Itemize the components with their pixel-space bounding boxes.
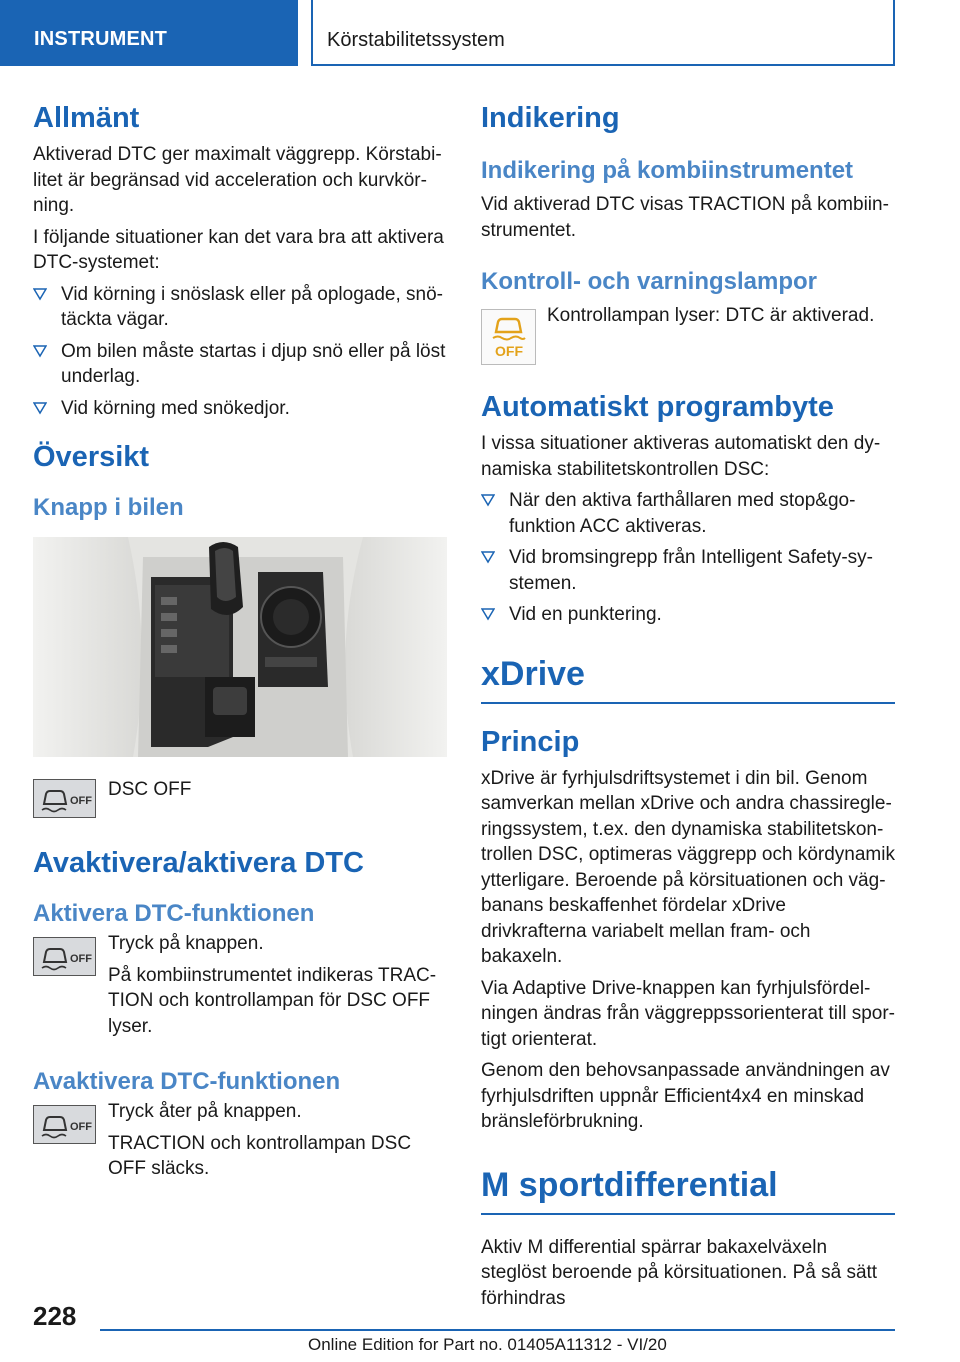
left-column xyxy=(33,100,447,1182)
subheading-knapp: Knapp i bilen xyxy=(33,494,184,521)
section-label: INSTRUMENT xyxy=(34,28,168,50)
divider xyxy=(481,1213,895,1215)
paragraph: I följande situationer kan det vara bra att aktivera DTC-systemet: xyxy=(33,226,444,273)
dsc-off-label: DSC OFF xyxy=(108,779,192,800)
subheading-aktivera: Aktivera DTC-funktionen xyxy=(33,900,315,927)
heading-m-sport: M sportdifferential xyxy=(481,1165,778,1204)
triangle-bullet-icon xyxy=(481,493,495,507)
list-item: När den aktiva farthållaren med stop&go-funktion ACC aktiveras. xyxy=(481,488,895,539)
triangle-bullet-icon xyxy=(481,607,495,621)
center-console-illustration xyxy=(33,537,447,757)
footer-divider xyxy=(100,1329,895,1331)
triangle-bullet-icon xyxy=(33,287,47,301)
dsc-off-icon xyxy=(33,1105,96,1144)
svg-text:OFF: OFF xyxy=(70,953,92,965)
bullet-list xyxy=(481,488,895,628)
triangle-bullet-icon xyxy=(33,344,47,358)
heading-oversikt: Översikt xyxy=(33,441,150,473)
deactivate-row xyxy=(33,1099,447,1182)
paragraph: Aktiverad DTC ger maximalt väggrepp. Körstabi-litet är begränsad vid acceleration och kurvkör-ning. xyxy=(33,144,442,216)
right-column xyxy=(481,100,895,1311)
section-tab xyxy=(0,0,298,66)
subheading-kontrollampor: Kontroll- och varningslampor xyxy=(481,268,818,295)
subheading-avaktivera: Avaktivera DTC-funktionen xyxy=(33,1068,341,1095)
heading-indikering: Indikering xyxy=(481,102,620,134)
dsc-off-row xyxy=(33,775,447,821)
paragraph: xDrive är fyrhjulsdriftsystemet i din bil. Genom samverkan mellan xDrive och andra chassiregle-ringssystem, t.ex. den dynamiska stabilitetskon-trollen DSC, optimeras väggrepp och kördynamik ytterligare. Beroende på körsituationen och väg-banans beskaffenhet fördelar xDrive drivkrafterna variabelt mellan fram- och bakaxeln. xyxy=(481,767,895,967)
console-photo xyxy=(33,537,447,757)
chapter-label: Körstabilitetssystem xyxy=(327,29,505,51)
paragraph: Aktiv M differential spärrar bakaxelväxeln steglöst beroende på körsituationen. På så sätt förhindras xyxy=(481,1236,878,1309)
list-item: Vid körning med snökedjor. xyxy=(33,396,447,422)
traction-row xyxy=(481,303,895,369)
paragraph: Via Adaptive Drive-knappen kan fyrhjulsfördel-ningen ändras från väggreppssorienterat till spor-tigt orienterat. xyxy=(481,977,896,1050)
divider xyxy=(481,702,895,704)
page-number: 228 xyxy=(33,1301,77,1331)
page-header xyxy=(0,0,960,66)
svg-text:OFF: OFF xyxy=(70,795,92,807)
heading-automatiskt: Automatiskt programbyte xyxy=(481,391,834,423)
heading-xdrive: xDrive xyxy=(481,654,585,693)
paragraph: Kontrollampan lyser: DTC är aktiverad. xyxy=(547,305,875,326)
list-item: Vid körning i snöslask eller på oplogade, snö-täckta vägar. xyxy=(33,282,447,333)
paragraph: Tryck på knappen. xyxy=(108,933,264,954)
paragraph: Tryck åter på knappen. xyxy=(108,1101,302,1122)
triangle-bullet-icon xyxy=(481,550,495,564)
footer-edition: Online Edition for Part no. 01405A11312 - VI/20 xyxy=(308,1335,667,1354)
paragraph: Genom den behovsanpassade användningen av fyrhjulsdriften uppnår Efficient4x4 en minskad bränsleförbrukning. xyxy=(481,1060,890,1132)
svg-text:OFF: OFF xyxy=(495,343,523,359)
bullet-list xyxy=(33,282,447,422)
triangle-bullet-icon xyxy=(33,401,47,415)
activate-row xyxy=(33,931,447,1039)
dsc-off-icon xyxy=(33,779,96,818)
paragraph: På kombiinstrumentet indikeras TRAC-TION och kontrollampan för DSC OFF lyser. xyxy=(108,964,437,1037)
subheading-kombiinstrument: Indikering på kombiinstrumentet xyxy=(481,157,854,184)
list-item: Vid en punktering. xyxy=(481,602,895,628)
list-item: Vid bromsingrepp från Intelligent Safety-sy-stemen. xyxy=(481,545,895,596)
dsc-off-icon xyxy=(33,937,96,976)
heading-princip: Princip xyxy=(481,725,580,758)
chapter-box xyxy=(311,0,895,66)
paragraph: I vissa situationer aktiveras automatiskt den dy-namiska stabilitetskontrollen DSC: xyxy=(481,433,881,480)
list-item: Om bilen måste startas i djup snö eller på löst underlag. xyxy=(33,339,447,390)
paragraph: Vid aktiverad DTC visas TRACTION på kombiin-strumentet. xyxy=(481,194,889,241)
heading-allmant: Allmänt xyxy=(33,102,140,134)
paragraph: TRACTION och kontrollampan DSC OFF släcks. xyxy=(108,1132,412,1179)
svg-text:OFF: OFF xyxy=(70,1121,92,1133)
heading-avaktivera-aktivera: Avaktivera/aktivera DTC xyxy=(33,847,364,879)
traction-warning-icon xyxy=(481,309,536,365)
